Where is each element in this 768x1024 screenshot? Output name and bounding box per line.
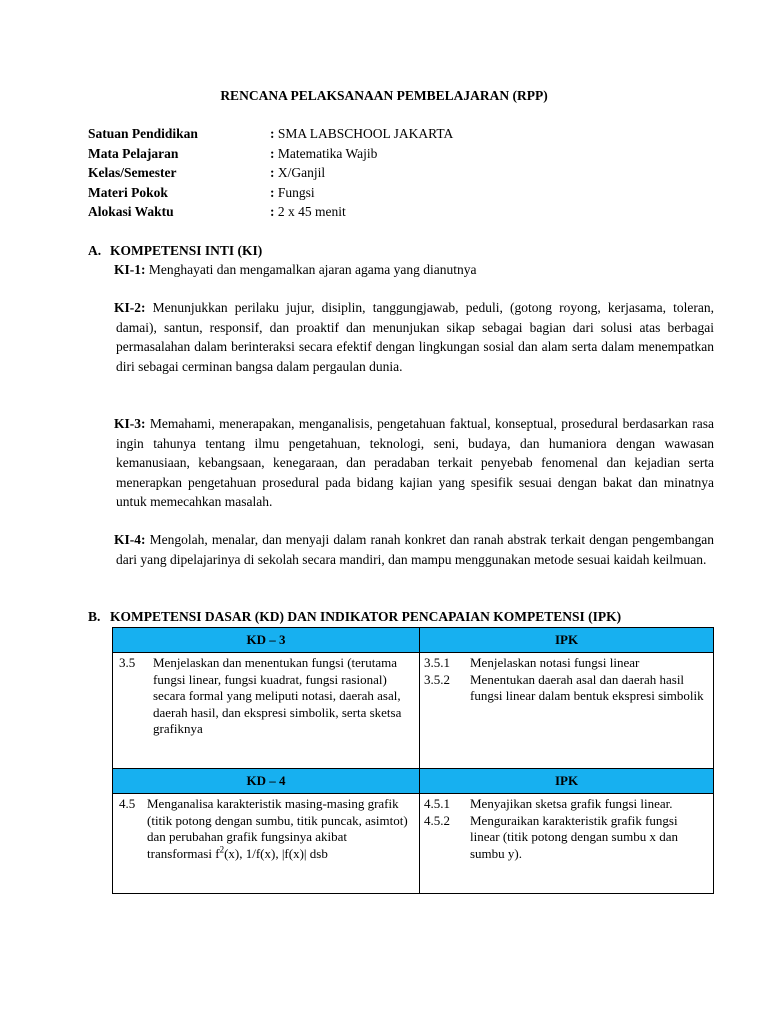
ipk-list [420,794,713,866]
ipk4-cell [420,794,714,894]
ki-3 [116,414,714,512]
ki-text: Menghayati dan mengamalkan ajaran agama yang dianutnya [148,262,477,277]
info-label: Mata Pelajaran [88,145,179,161]
info-colon: : [270,145,275,161]
ki-paragraph [116,260,714,280]
info-label: Alokasi Waktu [88,204,174,219]
info-colon: : [270,204,275,219]
info-row [88,163,453,183]
info-value: 2 x 45 menit [277,204,346,219]
info-value: SMA LABSCHOOL JAKARTA [277,126,454,141]
ki-1 [116,260,714,280]
ipk-number: 3.5.2 [424,671,450,687]
ipk-header: IPK [420,628,714,653]
ki-4 [116,530,714,569]
ipk-text: Menjelaskan notasi fungsi linear [470,655,640,670]
ipk-text: Menyajikan sketsa grafik fungsi linear. [470,796,673,811]
ki-paragraph [116,414,714,512]
table-row [113,653,714,769]
ki-paragraph [116,530,714,569]
kd4-cell [113,794,420,894]
kd-text [143,796,413,862]
ki-text: Mengolah, menalar, dan menyaji dalam ranah konkret dan ranah abstrak terkait dengan pengembangan dari yang dipelajarinya di sekolah secara mandiri, dan mampu menggunakan metode sesuai kaidah keilmuan. [116,532,715,567]
kd4-header: KD – 4 [113,769,420,794]
ipk-text: Menguraikan karakteristik grafik fungsi linear (titik potong dengan sumbu x dan sumbu y). [470,812,678,861]
ipk-header: IPK [420,769,714,794]
ki-label: KI-4: [114,532,146,547]
table-header-row [113,769,714,794]
ki-label: KI-2: [114,300,146,315]
section-a-heading [88,241,262,261]
ipk-item [424,813,707,863]
table-row [113,794,714,894]
kd3-cell [113,653,420,769]
kd-number: 3.5 [119,655,136,670]
info-label: Materi Pokok [88,184,168,200]
ki-label: KI-3: [114,416,146,431]
kd-item [113,794,419,866]
info-colon: : [270,165,275,180]
ipk-item [424,796,707,813]
ipk-item [424,655,707,672]
kd-number: 4.5 [119,796,136,811]
table-header-row [113,628,714,653]
kd-text-part: Menganalisa karakteristik masing-masing grafik (titik potong dengan sumbu, titik puncak, asimtot) dan perubahan grafik fungsinya akibat transformasi f [147,796,408,861]
kd-item [113,653,419,742]
ipk-item [424,672,707,705]
ipk3-cell [420,653,714,769]
info-value: Matematika Wajib [277,145,378,161]
kd-ipk-table [112,627,714,894]
info-label: Satuan Pendidikan [88,126,198,141]
info-label: Kelas/Semester [88,165,177,180]
ipk-number: 4.5.2 [424,812,450,828]
info-colon: : [270,126,275,141]
ki-text: Menunjukkan perilaku jujur, disiplin, tanggungjawab, peduli, (gotong royong, kerjasama, toleran, damai), santun, responsif, dan proaktif dan menunjukan sikap sebagai bagian dari solusi atas berbagai permasalahan dalam berinteraksi secara efektif dengan lingkungan sosial dan alam serta dalam menempatkan diri sebagai cerminan bangsa dalam pergaulan dunia. [116,300,715,374]
info-row [88,183,453,203]
ipk-list [420,653,713,709]
info-value: X/Ganjil [277,165,326,180]
section-letter: B. [88,609,101,624]
section-title: KOMPETENSI INTI (KI) [110,243,263,258]
ki-label: KI-1: [114,262,146,277]
ipk-number: 4.5.1 [424,796,450,811]
identity-block [88,124,453,222]
kd-text: Menjelaskan dan menentukan fungsi (terutama fungsi linear, fungsi kuadrat, fungsi rasional) secara formal yang meliputi notasi, daerah asal, daerah hasil, dan ekspresi simbolik, serta sketsa grafiknya [153,655,402,736]
info-value: Fungsi [277,184,315,200]
ipk-text: Menentukan daerah asal dan daerah hasil fungsi linear dalam bentuk ekspresi simbolik [470,671,704,703]
document-title: RENCANA PELAKSANAAN PEMBELAJARAN (RPP) [220,88,548,103]
ki-paragraph [116,298,714,376]
info-colon: : [270,184,275,200]
section-title: KOMPETENSI DASAR (KD) DAN INDIKATOR PENCAPAIAN KOMPETENSI (IPK) [110,609,622,624]
ipk-number: 3.5.1 [424,655,450,670]
info-row [88,202,453,222]
ki-text: Memahami, menerapakan, menganalisis, pengetahuan faktual, konseptual, prosedural berdasarkan rasa ingin tahunya tentang ilmu pengetahuan, teknologi, seni, budaya, dan humaniora dengan wawasan kemanusiaan, kebangsaan, kenegaraan, dan peradaban terkait penyebab fenomenal dan kejadian serta menerapkan pengetahuan prosedural pada bidang kajian yang spesifik sesuai dengan bakat dan minatnya untuk memecahkan masalah. [116,416,714,509]
ki-2 [116,298,714,376]
info-row [88,124,453,144]
kd-text-part: (x), 1/f(x), |f(x)| dsb [224,845,328,861]
superscript: 2 [219,844,225,855]
section-letter: A. [88,243,102,258]
section-b-heading [88,607,621,627]
kd3-header: KD – 3 [113,628,420,653]
info-row [88,144,453,164]
